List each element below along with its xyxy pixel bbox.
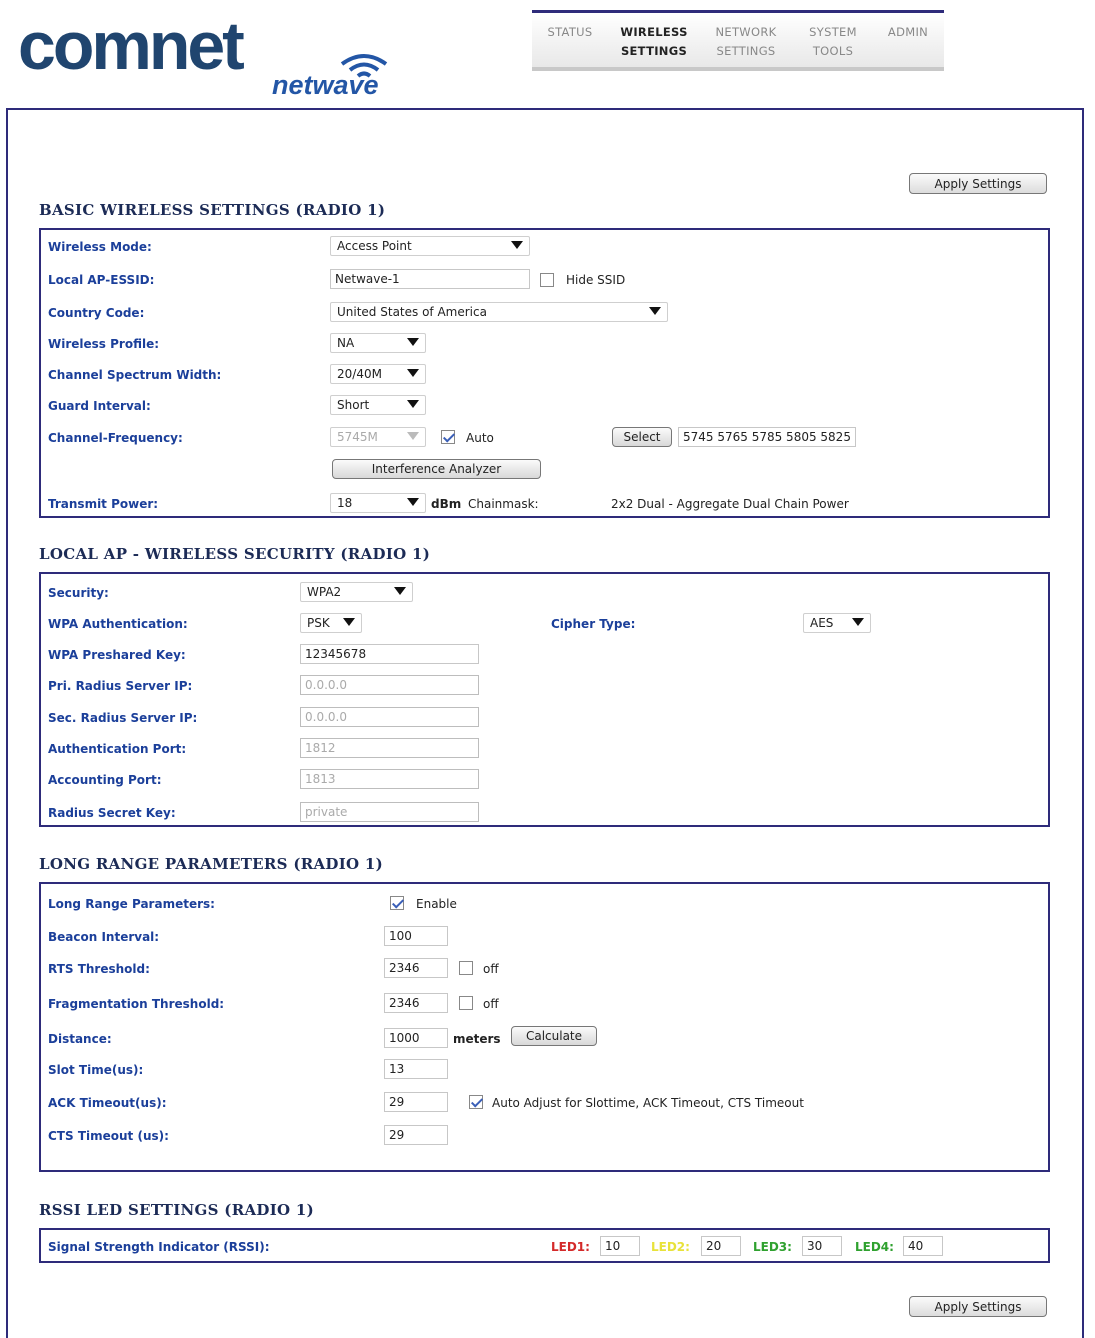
led4-label: LED4: [855,1240,894,1254]
fragmentation-threshold-input[interactable]: 2346 [384,993,448,1013]
transmit-power-label: Transmit Power: [48,497,159,511]
select-frequency-button[interactable]: Select [612,427,672,447]
led2-input[interactable]: 20 [701,1236,741,1256]
led4-input[interactable]: 40 [903,1236,943,1256]
frequency-list-field[interactable]: 5745 5765 5785 5805 5825 [678,427,856,447]
chevron-down-icon [407,498,419,506]
tab-admin[interactable]: ADMIN [887,25,929,39]
chevron-down-icon [407,432,419,440]
apply-settings-button-bottom[interactable]: Apply Settings [909,1296,1047,1317]
wireless-mode-label: Wireless Mode: [48,240,152,254]
brand-name: comnet [18,8,242,84]
chevron-down-icon [407,369,419,377]
security-section-title: LOCAL AP - WIRELESS SECURITY (RADIO 1) [39,545,431,563]
tab-wireless-settings[interactable]: WIRELESS SETTINGS [620,25,688,58]
rssi-section-title: RSSI LED SETTINGS (RADIO 1) [39,1201,315,1219]
wireless-mode-select[interactable]: Access Point [330,236,530,256]
calculate-button[interactable]: Calculate [511,1026,597,1046]
country-code-select[interactable]: United States of America [330,302,668,322]
long-range-enable-checkbox[interactable] [390,896,404,910]
rssi-label: Signal Strength Indicator (RSSI): [48,1240,270,1254]
security-box [39,572,1050,827]
meters-unit-label: meters [453,1032,501,1046]
led2-label: LED2: [651,1240,690,1254]
fragmentation-threshold-label: Fragmentation Threshold: [48,997,225,1011]
auto-adjust-label: Auto Adjust for Slottime, ACK Timeout, CTS Timeout [492,1096,804,1110]
chainmask-label: Chainmask: [468,497,539,511]
hide-ssid-checkbox[interactable] [540,273,554,287]
country-code-label: Country Code: [48,306,145,320]
chevron-down-icon [343,618,355,626]
essid-input[interactable]: Netwave-1 [330,269,530,289]
psk-input[interactable]: 12345678 [300,644,479,664]
chevron-down-icon [394,587,406,595]
guard-interval-label: Guard Interval: [48,399,151,413]
apply-settings-button-top[interactable]: Apply Settings [909,173,1047,194]
frag-off-label: off [483,997,499,1011]
cts-timeout-label: CTS Timeout (us): [48,1129,169,1143]
acct-port-label: Accounting Port: [48,773,162,787]
wireless-profile-select[interactable]: NA [330,333,426,353]
rts-off-checkbox[interactable] [459,961,473,975]
psk-label: WPA Preshared Key: [48,648,186,662]
interference-analyzer-button[interactable]: Interference Analyzer [332,459,541,479]
long-range-enable-label: Enable [416,897,457,911]
dbm-unit-label: dBm [431,497,462,511]
transmit-power-select[interactable]: 18 [330,493,426,513]
secret-key-label: Radius Secret Key: [48,806,176,820]
cipher-type-label: Cipher Type: [551,617,636,631]
security-select[interactable]: WPA2 [300,582,413,602]
security-label: Security: [48,586,109,600]
pri-radius-input[interactable]: 0.0.0.0 [300,675,479,695]
slot-time-label: Slot Time(us): [48,1063,144,1077]
wpa-auth-label: WPA Authentication: [48,617,188,631]
beacon-interval-input[interactable]: 100 [384,926,448,946]
channel-frequency-select[interactable]: 5745M [330,427,426,447]
pri-radius-label: Pri. Radius Server IP: [48,679,193,693]
auth-port-input[interactable]: 1812 [300,738,479,758]
wireless-profile-label: Wireless Profile: [48,337,160,351]
auto-channel-label: Auto [466,431,494,445]
led3-label: LED3: [753,1240,792,1254]
frag-off-checkbox[interactable] [459,996,473,1010]
sec-radius-input[interactable]: 0.0.0.0 [300,707,479,727]
secret-key-input[interactable]: private [300,802,479,822]
led3-input[interactable]: 30 [802,1236,842,1256]
tab-system-tools[interactable]: SYSTEM TOOLS [809,25,857,58]
led1-label: LED1: [551,1240,590,1254]
auto-adjust-checkbox[interactable] [469,1095,483,1109]
brand-sub: netwave [272,70,379,100]
comnet-logo [18,8,242,84]
auto-channel-checkbox[interactable] [441,430,455,444]
essid-label: Local AP-ESSID: [48,273,155,287]
slot-time-input[interactable]: 13 [384,1059,448,1079]
channel-width-label: Channel Spectrum Width: [48,368,222,382]
cipher-type-select[interactable]: AES [803,613,871,633]
cts-timeout-input[interactable]: 29 [384,1125,448,1145]
wpa-auth-select[interactable]: PSK [300,613,362,633]
rts-off-label: off [483,962,499,976]
sec-radius-label: Sec. Radius Server IP: [48,711,198,725]
beacon-interval-label: Beacon Interval: [48,930,160,944]
auth-port-label: Authentication Port: [48,742,187,756]
tab-network-settings[interactable]: NETWORK SETTINGS [715,25,777,58]
rts-threshold-input[interactable]: 2346 [384,958,448,978]
chevron-down-icon [649,307,661,315]
acct-port-input[interactable]: 1813 [300,769,479,789]
chainmask-value: 2x2 Dual - Aggregate Dual Chain Power [611,497,849,511]
tab-status[interactable]: STATUS [547,25,593,39]
distance-input[interactable]: 1000 [384,1028,448,1048]
chevron-down-icon [852,618,864,626]
top-nav [532,10,944,71]
chevron-down-icon [407,338,419,346]
hide-ssid-label: Hide SSID [566,273,626,287]
long-range-section-title: LONG RANGE PARAMETERS (RADIO 1) [39,855,384,873]
chevron-down-icon [407,400,419,408]
ack-timeout-input[interactable]: 29 [384,1092,448,1112]
led1-input[interactable]: 10 [600,1236,640,1256]
basic-section-title: BASIC WIRELESS SETTINGS (RADIO 1) [39,201,386,219]
distance-label: Distance: [48,1032,112,1046]
long-range-label: Long Range Parameters: [48,897,215,911]
guard-interval-select[interactable]: Short [330,395,426,415]
chevron-down-icon [511,241,523,249]
channel-width-select[interactable]: 20/40M [330,364,426,384]
rts-threshold-label: RTS Threshold: [48,962,150,976]
channel-frequency-label: Channel-Frequency: [48,431,183,445]
ack-timeout-label: ACK Timeout(us): [48,1096,167,1110]
